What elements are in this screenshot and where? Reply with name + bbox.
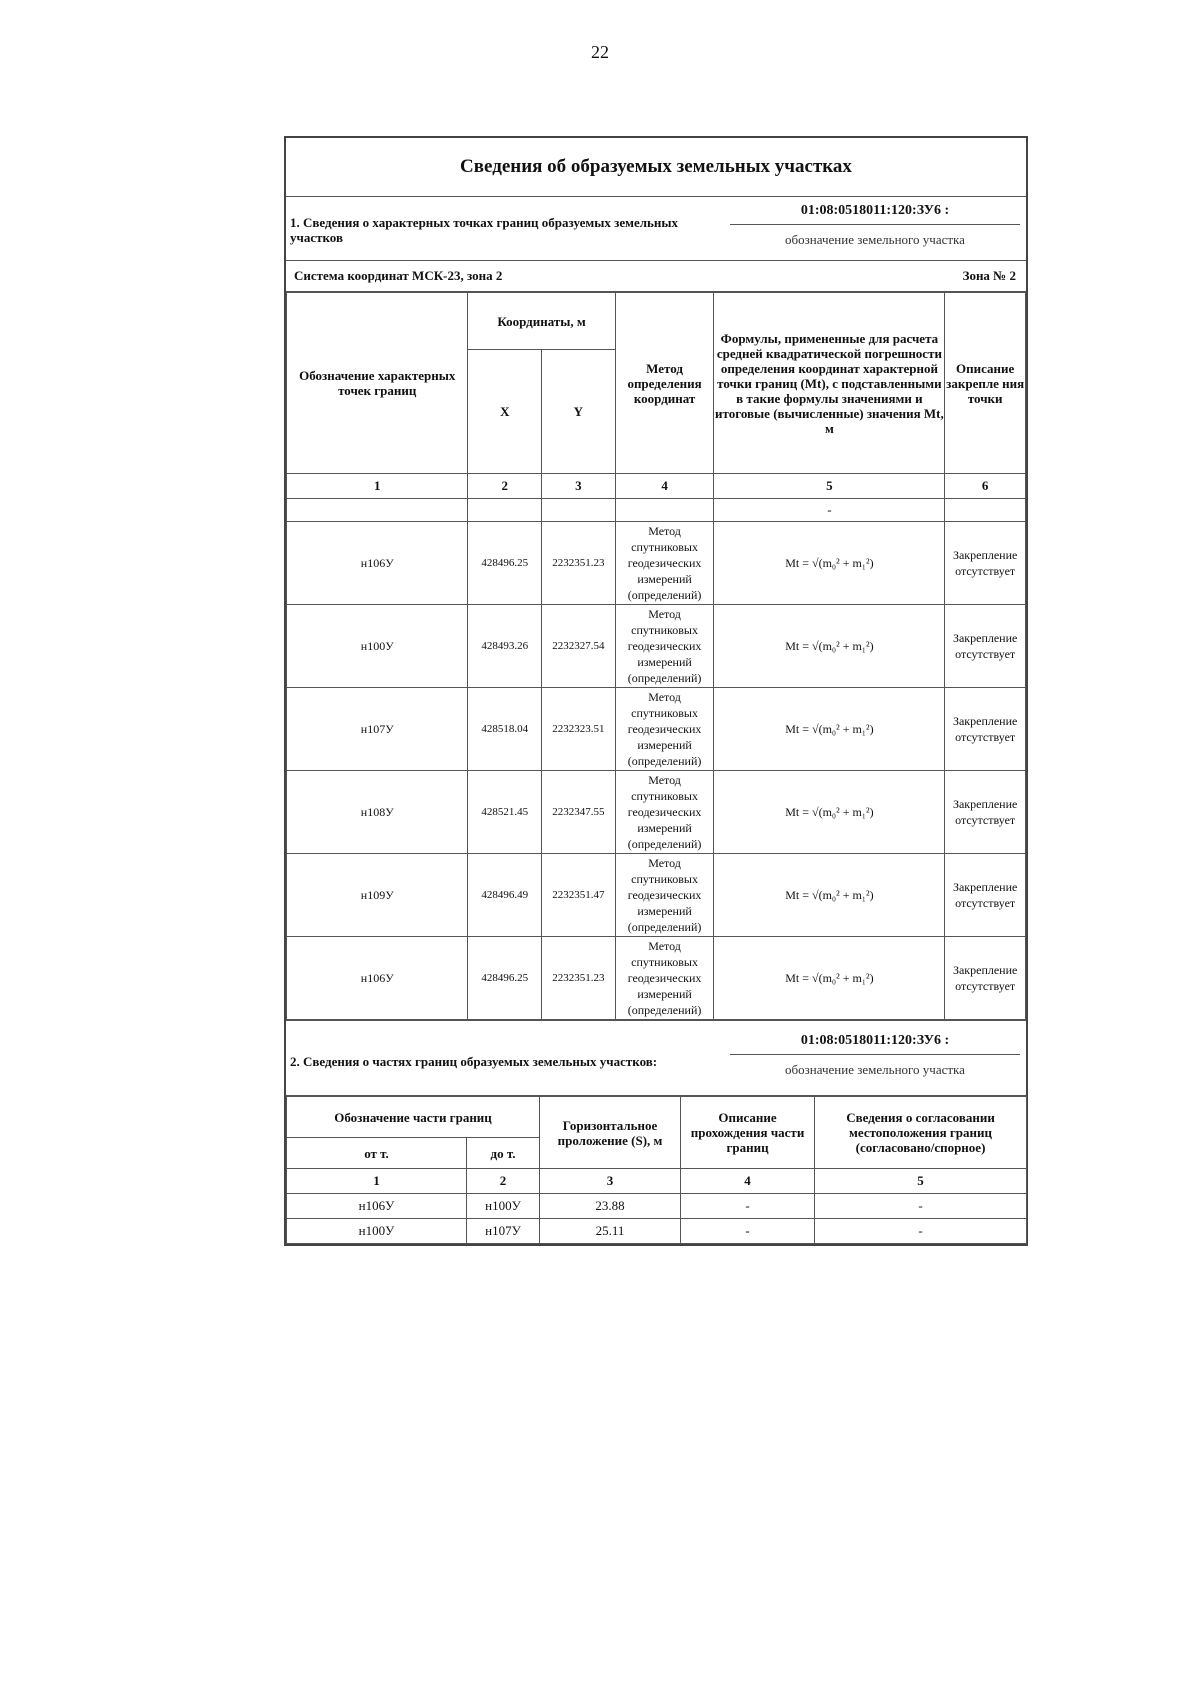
header-fixing: Описание закрепле ния точки [945, 293, 1026, 474]
empty-row [287, 499, 1026, 522]
fixing: Закрепление отсутствует [945, 522, 1026, 605]
parcel-caption: обозначение земельного участка [785, 1062, 965, 1077]
zone-label: Зона № 2 [962, 268, 1016, 283]
header-part: Обозначение части границ [287, 1097, 540, 1138]
formula: Mt = √(m₀² + m₁²) [714, 522, 945, 605]
coord-y: 2232351.47 [542, 854, 616, 937]
section2-heading: 2. Сведения о частях границ образуемых земельных участков: [290, 1054, 658, 1069]
column-number: 3 [542, 474, 616, 499]
empty-row-dash: - [714, 499, 945, 522]
table-row [287, 1219, 1027, 1244]
coord-x: 428493.26 [468, 605, 542, 688]
section1-header [286, 197, 1026, 261]
document-title: Сведения об образуемых земельных участках [286, 138, 1026, 197]
column-numbers-row [287, 1169, 1027, 1194]
point-name: н100У [287, 605, 468, 688]
boundary-points-table [286, 292, 1026, 1020]
coord-y: 2232323.51 [542, 688, 616, 771]
coordinate-system-row [286, 261, 1026, 292]
section1-heading: 1. Сведения о характерных точках границ образуемых земельных участков [290, 215, 679, 245]
header-method: Метод определения координат [615, 293, 714, 474]
coord-y: 2232327.54 [542, 605, 616, 688]
formula: Mt = √(m₀² + m₁²) [714, 771, 945, 854]
coord-x: 428518.04 [468, 688, 542, 771]
point-name: н107У [287, 688, 468, 771]
length: 25.11 [540, 1219, 681, 1244]
parcel-caption: обозначение земельного участка [785, 232, 965, 247]
boundary-parts-table [286, 1096, 1027, 1244]
method: Метод спутниковых геодезических измерений (определений) [615, 771, 714, 854]
formula: Mt = √(m₀² + m₁²) [714, 688, 945, 771]
column-number: 2 [467, 1169, 540, 1194]
point-name: н109У [287, 854, 468, 937]
point-name: н106У [287, 937, 468, 1020]
method: Метод спутниковых геодезических измерений (определений) [615, 522, 714, 605]
method: Метод спутниковых геодезических измерений (определений) [615, 688, 714, 771]
column-number: 6 [945, 474, 1026, 499]
header-point: Обозначение характерных точек границ [287, 293, 468, 474]
column-number: 3 [540, 1169, 681, 1194]
description: - [681, 1194, 815, 1219]
coord-x: 428496.49 [468, 854, 542, 937]
fixing: Закрепление отсутствует [945, 605, 1026, 688]
coord-y: 2232351.23 [542, 937, 616, 1020]
column-numbers-row [287, 474, 1026, 499]
formula: Mt = √(m₀² + m₁²) [714, 937, 945, 1020]
to-point: н100У [467, 1194, 540, 1219]
method: Метод спутниковых геодезических измерений (определений) [615, 605, 714, 688]
coord-x: 428521.45 [468, 771, 542, 854]
from-point: н106У [287, 1194, 467, 1219]
parcel-code: 01:08:0518011:120:ЗУ6 : [730, 203, 1020, 225]
column-number: 1 [287, 1169, 467, 1194]
header-coords: Координаты, м [468, 293, 615, 350]
parcel-code: 01:08:0518011:120:ЗУ6 : [730, 1033, 1020, 1055]
table-row [287, 1194, 1027, 1219]
land-plots-document [284, 136, 1028, 1246]
formula: Mt = √(m₀² + m₁²) [714, 854, 945, 937]
method: Метод спутниковых геодезических измерений (определений) [615, 854, 714, 937]
header-description: Описание прохождения части границ [681, 1097, 815, 1169]
coord-x: 428496.25 [468, 522, 542, 605]
description: - [681, 1219, 815, 1244]
column-number: 1 [287, 474, 468, 499]
header-agreement: Сведения о согласовании местоположения границ (согласовано/спорное) [815, 1097, 1027, 1169]
column-number: 2 [468, 474, 542, 499]
section1-parcel [730, 203, 1020, 248]
formula: Mt = √(m₀² + m₁²) [714, 605, 945, 688]
fixing: Закрепление отсутствует [945, 937, 1026, 1020]
column-number: 4 [681, 1169, 815, 1194]
header-y: Y [542, 350, 616, 474]
fixing: Закрепление отсутствует [945, 771, 1026, 854]
coord-x: 428496.25 [468, 937, 542, 1020]
agreement: - [815, 1194, 1027, 1219]
table-row [287, 688, 1026, 771]
section2-parcel [730, 1033, 1020, 1078]
header-x: X [468, 350, 542, 474]
agreement: - [815, 1219, 1027, 1244]
coord-y: 2232351.23 [542, 522, 616, 605]
column-number: 5 [714, 474, 945, 499]
method: Метод спутниковых геодезических измерений (определений) [615, 937, 714, 1020]
to-point: н107У [467, 1219, 540, 1244]
coord-y: 2232347.55 [542, 771, 616, 854]
table-row [287, 522, 1026, 605]
point-name: н108У [287, 771, 468, 854]
table-row [287, 854, 1026, 937]
fixing: Закрепление отсутствует [945, 688, 1026, 771]
length: 23.88 [540, 1194, 681, 1219]
column-number: 4 [615, 474, 714, 499]
point-name: н106У [287, 522, 468, 605]
header-from: от т. [287, 1138, 467, 1169]
column-number: 5 [815, 1169, 1027, 1194]
table-row [287, 605, 1026, 688]
header-to: до т. [467, 1138, 540, 1169]
fixing: Закрепление отсутствует [945, 854, 1026, 937]
section2-header [286, 1020, 1026, 1096]
table-row [287, 937, 1026, 1020]
header-formula: Формулы, примененные для расчета средней квадратической погрешности определения координат характерной точки границ (Mt), с подставленными в такие формулы значениями и итоговые (вычисленные) значения Mt, м [714, 293, 945, 474]
header-length: Горизонтальное проложение (S), м [540, 1097, 681, 1169]
from-point: н100У [287, 1219, 467, 1244]
page-number: 22 [591, 42, 609, 62]
coordinate-system: Система координат МСК-23, зона 2 [294, 268, 503, 283]
table-row [287, 771, 1026, 854]
